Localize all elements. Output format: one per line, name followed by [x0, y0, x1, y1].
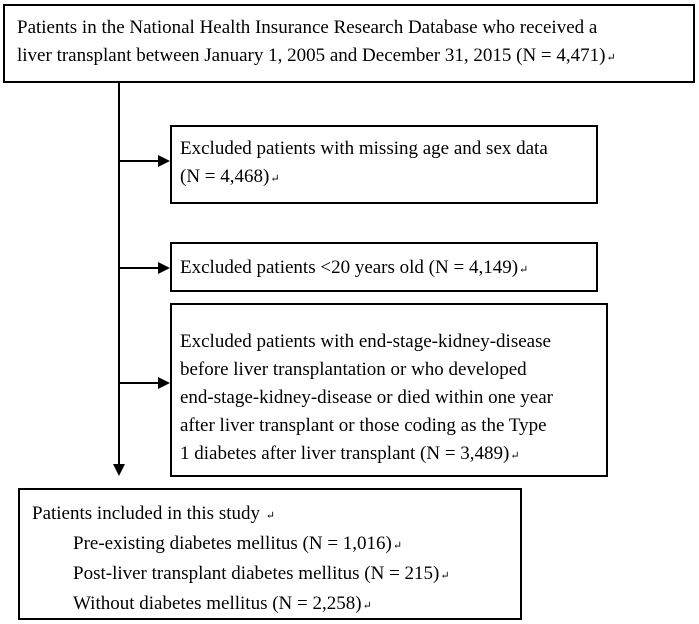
source-line-1: Patients in the National Health Insurance Research Database who received a [17, 17, 598, 38]
paragraph-mark: ↵ [270, 173, 280, 185]
branch-arrowhead-2 [158, 262, 170, 274]
exclusion1-line-2: (N = 4,468) [180, 166, 270, 187]
exclusion2-line-1: Excluded patients <20 years old (N = 4,149) [180, 257, 519, 278]
included-title: Patients included in this study [32, 503, 260, 524]
included-patients-box [18, 488, 522, 620]
exclusion-box-missing-data [170, 125, 598, 204]
paragraph-mark: ↵ [440, 570, 450, 582]
paragraph-mark: ↵ [510, 450, 520, 462]
included-group-preexisting-dm: Pre-existing diabetes mellitus (N = 1,016) [73, 533, 392, 554]
exclusion-box-kidney-disease [170, 303, 608, 477]
source-line-2: liver transplant between January 1, 2005 and December 31, 2015 (N = 4,471) [17, 45, 606, 66]
main-flow-arrowhead [113, 464, 125, 476]
exclusion3-line-3: end-stage-kidney-disease or died within one year [180, 387, 554, 408]
paragraph-mark: ↵ [392, 540, 403, 552]
paragraph-mark: ↵ [362, 600, 372, 612]
branch-arrowhead-3 [158, 377, 170, 389]
included-group-without-dm: Without diabetes mellitus (N = 2,258) [73, 593, 362, 614]
included-group-post-transplant-dm: Post-liver transplant diabetes mellitus (N = 215) [73, 563, 440, 584]
branch-arrowhead-1 [158, 155, 170, 167]
paragraph-mark: ↵ [265, 510, 275, 522]
exclusion3-line-5: 1 diabetes after liver transplant (N = 3,489) [180, 443, 510, 464]
exclusion3-line-2: before liver transplantation or who developed [180, 359, 527, 380]
exclusion-box-age [170, 242, 598, 292]
paragraph-mark: ↵ [519, 264, 529, 276]
exclusion1-line-1: Excluded patients with missing age and sex data [180, 138, 548, 159]
source-population-box [3, 4, 695, 83]
exclusion3-line-1: Excluded patients with end-stage-kidney-disease [180, 331, 551, 352]
paragraph-mark: ↵ [606, 52, 616, 64]
exclusion3-line-4: after liver transplant or those coding as the Type [180, 415, 547, 436]
